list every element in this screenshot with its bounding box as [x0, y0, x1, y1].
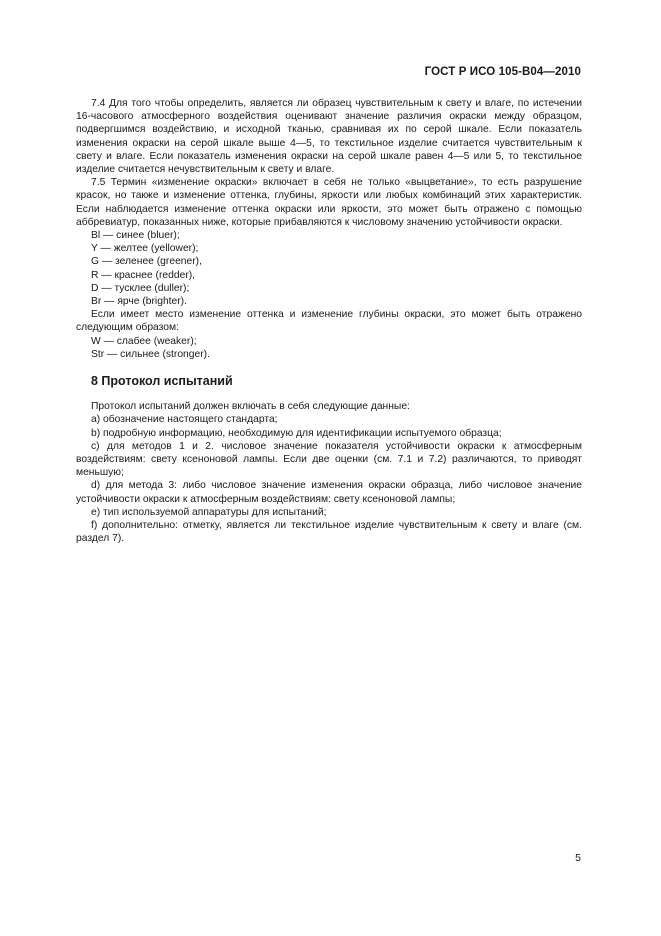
page-number: 5: [575, 852, 581, 864]
paragraph-depth: Если имеет место изменение оттенка и изменение глубины окраски, это может быть отражено следующим образом:: [76, 309, 582, 334]
protocol-list: [76, 413, 582, 545]
list-item: d) для метода 3: либо числовое значение изменения окраски образца, либо числовое значение устойчивости окраски к атмосферным воздействиям: свету ксеноновой лампы;: [76, 480, 582, 505]
protocol-intro: Протокол испытаний должен включать в себя следующие данные:: [91, 401, 410, 413]
list-item: R — краснее (redder),: [91, 269, 196, 281]
standard-header: ГОСТ Р ИСО 105-В04—2010: [424, 66, 581, 78]
list-item: b) подробную информацию, необходимую для идентификации испытуемого образца;: [91, 427, 502, 439]
list-item: Y — желтее (yellower);: [91, 243, 199, 255]
list-item: Bl — синее (bluer);: [91, 230, 180, 242]
list-item: с) для методов 1 и 2. числовое значение показателя устойчивости окраски к атмосферным воздействиям: свету ксеноновой лампы. Если две оценки (см. 7.1 и 7.2) различаются, то приводят меньшую;: [76, 440, 582, 479]
depth-list: [76, 335, 582, 361]
section-heading: 8 Протокол испытаний: [91, 374, 233, 389]
list-item: Str — сильнее (stronger).: [91, 348, 210, 360]
list-item: Br — ярче (brighter).: [91, 296, 187, 308]
list-item: G — зеленее (greener),: [91, 256, 202, 268]
abbreviation-list: [76, 229, 582, 308]
paragraph-7-5: 7.5 Термин «изменение окраски» включает в себя не только «выцветание», то есть разрушение красок, но также и изменение оттенка, глубины, яркости или любых комбинаций этих характеристик. Если наблюдается изменение оттенка окраски или яркости, это может быть отражено с помощью аббревиатур, показанных ниже, которые прибавляются к числовому значению устойчивости окраски.: [76, 177, 582, 228]
paragraph-7-4: 7.4 Для того чтобы определить, является ли образец чувствительным к свету и влаге, по истечении 16-часового атмосферного воздействия оценивают значение различия окраски между образцом, подвергшимся воздействию, и исходной тканью, сравнивая их по серой шкале. Если показатель изменения окраски на серой шкале выше 4—5, то текстильное изделие считается чувствительным к свету и влаге. Если показатель изменения окраски на серой шкале равен 4—5 или 5, то текстильное изделие считается нечувствительным к свету и влаге.: [76, 98, 582, 176]
list-item: а) обозначение настоящего стандарта;: [91, 414, 278, 426]
list-item: f) дополнительно: отметку, является ли текстильное изделие чувствительным к свету и влаге (см. раздел 7).: [76, 520, 582, 545]
list-item: W — слабее (weaker);: [91, 335, 197, 347]
list-item: D — тусклее (duller);: [91, 282, 190, 294]
list-item: е) тип используемой аппаратуры для испытаний;: [91, 506, 327, 518]
document-body: [76, 97, 582, 546]
